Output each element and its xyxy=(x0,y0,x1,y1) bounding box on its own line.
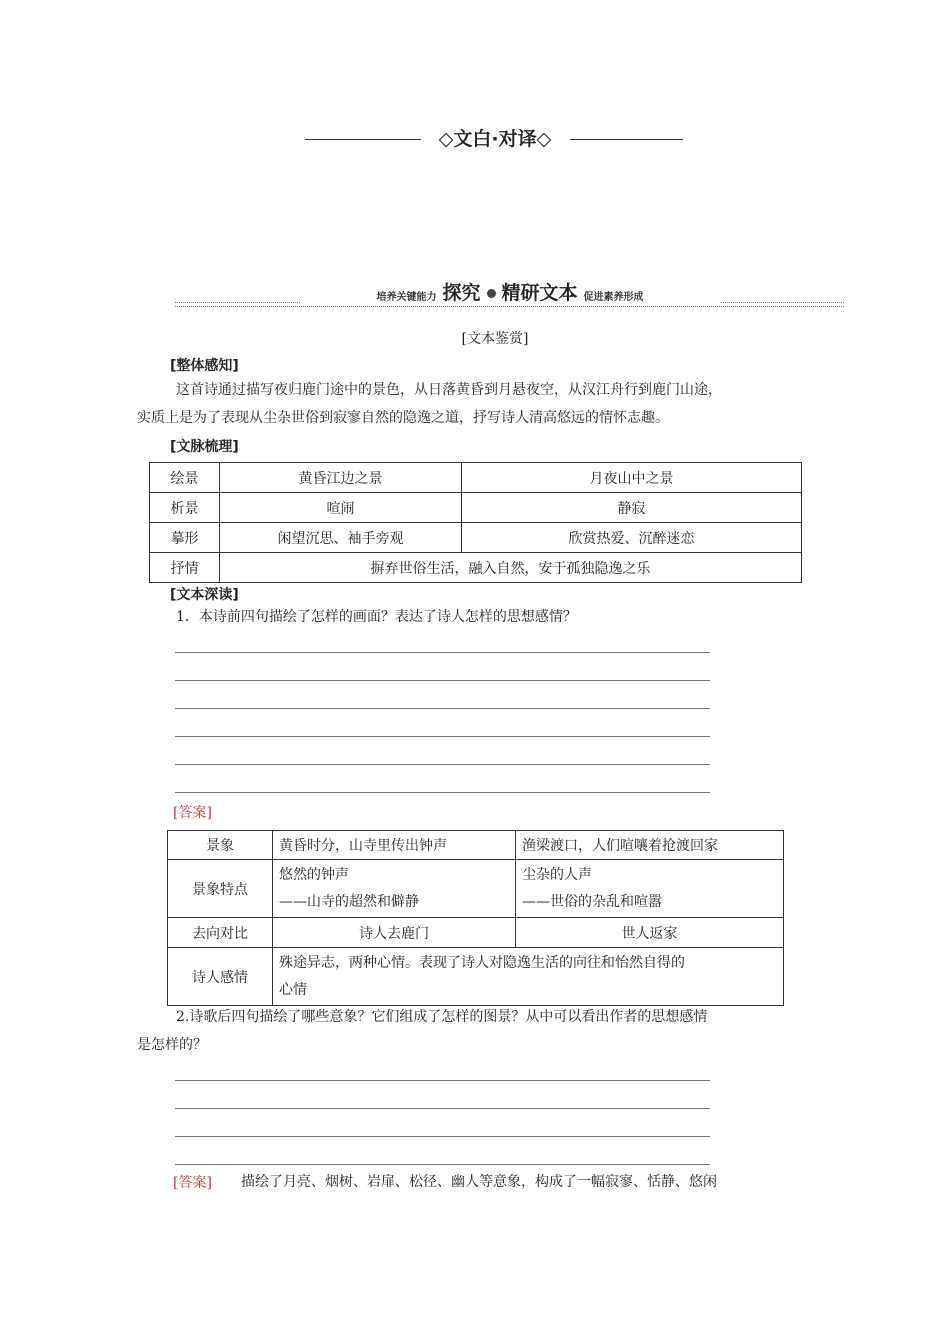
context-cell-merged: 摒弃世俗生活，融入自然，安于孤独隐逸之乐 xyxy=(220,553,802,583)
answer-line xyxy=(175,680,710,681)
band-big-right: 精研文本 xyxy=(501,282,578,304)
context-cell: 黄昏江边之景 xyxy=(220,463,462,493)
answer-cell xyxy=(516,860,784,918)
question-2-line-2: 是怎样的？ xyxy=(137,1037,207,1053)
answer-cell-line: 殊途异志，两种心情。表现了诗人对隐逸生活的向往和怡然自得的 xyxy=(279,954,685,971)
context-table xyxy=(149,462,802,583)
answer-line xyxy=(175,1136,710,1137)
answer-line xyxy=(175,652,710,653)
context-cell: 喧闹 xyxy=(220,493,462,523)
overall-line-1: 这首诗通过描写夜归鹿门途中的景色，从日落黄昏到月悬夜空，从汉江舟行到鹿门山途， xyxy=(176,382,722,398)
answer-cell xyxy=(273,860,516,918)
answer-cell: 诗人去鹿门 xyxy=(273,918,516,948)
answer-2-label: [答案] xyxy=(173,1175,212,1191)
title-rule-left xyxy=(305,139,421,140)
context-cell: 闲望沉思、袖手旁观 xyxy=(220,523,462,553)
answer-line xyxy=(175,1080,710,1081)
answer-cell-label: 景象特点 xyxy=(168,860,273,918)
page-title: ◇文白·对译◇ xyxy=(438,128,552,150)
band-left-text: 培养关键能力 xyxy=(376,292,437,303)
answer-2-text: 描绘了月亮、烟树、岩扉、松径、幽人等意象，构成了一幅寂寥、恬静、悠闲 xyxy=(241,1174,717,1190)
answer-cell-merged xyxy=(273,948,784,1006)
answer-line xyxy=(175,736,710,737)
deep-tag: [文本深读] xyxy=(170,587,239,603)
overall-tag: [整体感知] xyxy=(170,358,239,374)
answer-cell-line: 心情 xyxy=(279,981,307,998)
context-tag: [文脉梳理] xyxy=(170,439,239,455)
answer-cell-line: 悠然的钟声 xyxy=(279,866,349,883)
section-band xyxy=(300,283,720,303)
section-label: [文本鉴赏] xyxy=(461,331,529,347)
answer-label: [答案] xyxy=(173,805,212,821)
band-right-text: 促进素养形成 xyxy=(583,292,644,303)
answer-line xyxy=(175,708,710,709)
title-rule-right xyxy=(570,139,683,140)
answer-cell: 黄昏时分，山寺里传出钟声 xyxy=(273,831,516,860)
answer-cell-label: 景象 xyxy=(168,831,273,860)
overall-line-2: 实质上是为了表现从尘杂世俗到寂寥自然的隐逸之道，抒写诗人清高悠远的情怀志趣。 xyxy=(137,410,669,426)
context-cell: 月夜山中之景 xyxy=(462,463,802,493)
answer-line xyxy=(175,764,710,765)
question-2-line-1: 2.诗歌后四句描绘了哪些意象？它们组成了怎样的图景？从中可以看出作者的思想感情 xyxy=(176,1009,708,1025)
context-cell-label: 抒情 xyxy=(150,553,220,583)
context-cell: 静寂 xyxy=(462,493,802,523)
context-cell: 欣赏热爱、沉醉迷恋 xyxy=(462,523,802,553)
answer-cell-line: ——世俗的杂乱和喧嚣 xyxy=(522,893,662,910)
band-rule-bottom xyxy=(175,306,844,307)
answer-cell-line: 尘杂的人声 xyxy=(522,866,592,883)
question-1: 1．本诗前四句描绘了怎样的画面？表达了诗人怎样的思想感情？ xyxy=(176,609,577,625)
answer-cell: 渔梁渡口，人们喧嚷着抢渡回家 xyxy=(516,831,784,860)
answer-cell-label: 去向对比 xyxy=(168,918,273,948)
answer-cell: 世人返家 xyxy=(516,918,784,948)
context-cell-label: 析景 xyxy=(150,493,220,523)
band-arrow-icon xyxy=(487,289,496,298)
band-big-left: 探究 xyxy=(442,282,481,304)
context-cell-label: 绘景 xyxy=(150,463,220,493)
answer-line xyxy=(175,792,710,793)
answer-line xyxy=(175,1108,710,1109)
answer-cell-line: ——山寺的超然和僻静 xyxy=(279,893,419,910)
answer-cell-label: 诗人感情 xyxy=(168,948,273,1006)
answer-line xyxy=(175,1164,710,1165)
answer-table xyxy=(167,830,784,1006)
context-cell-label: 摹形 xyxy=(150,523,220,553)
